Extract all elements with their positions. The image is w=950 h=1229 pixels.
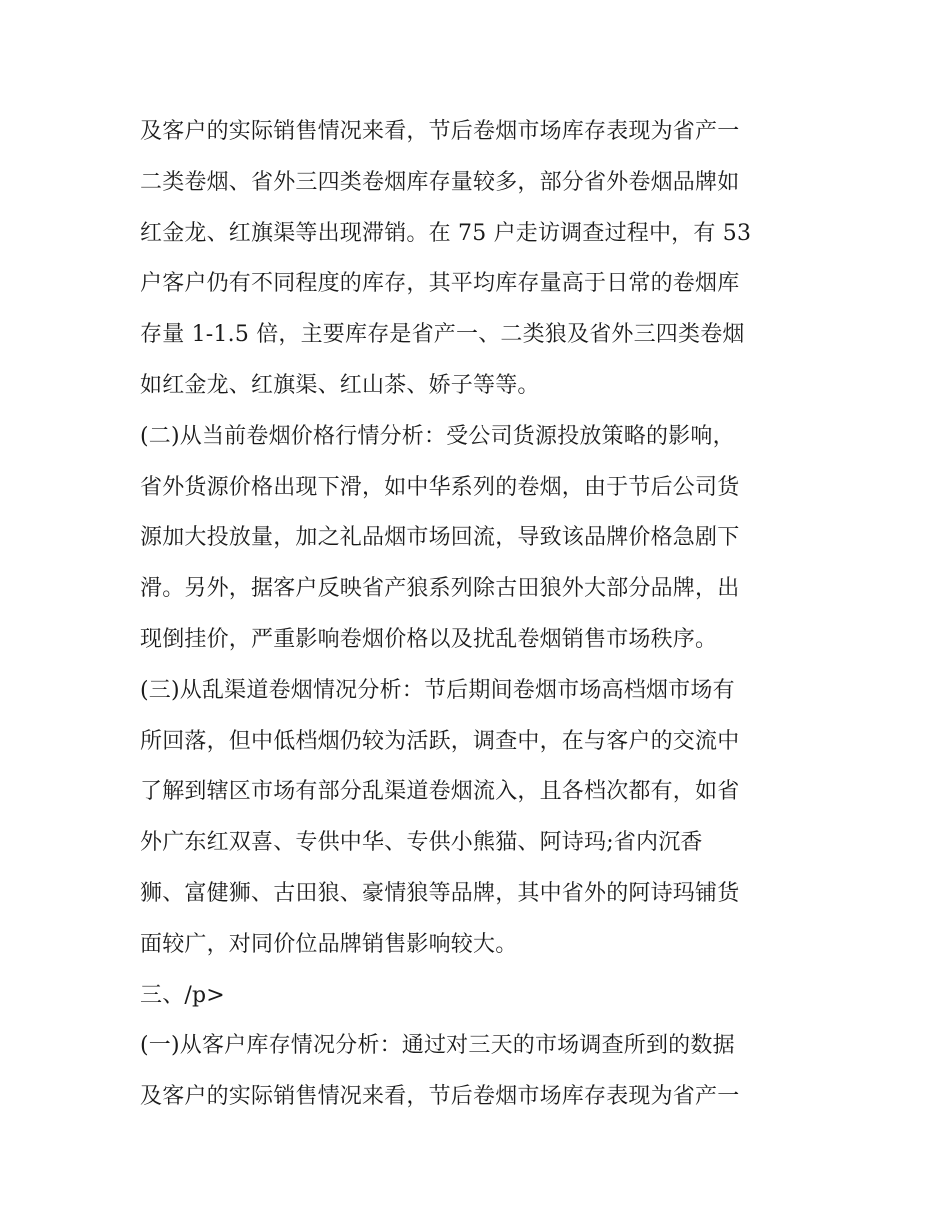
section-heading-line: (二)从当前卷烟价格行情分析：受公司货源投放策略的影响， [140,423,735,449]
text-line: 户客户仍有不同程度的库存，其平均库存量高于日常的卷烟库 [140,271,740,297]
text-line: 及客户的实际销售情况来看，节后卷烟市场库存表现为省产一 [140,1084,740,1110]
text-line: 红金龙、红旗渠等出现滞销。在 75 户走访调查过程中，有 53 [140,220,752,246]
text-line: 现倒挂价，严重影响卷烟价格以及扰乱卷烟销售市场秩序。 [140,626,718,652]
section-heading-line: (一)从客户库存情况分析：通过对三天的市场调查所到的数据 [140,1033,735,1059]
text-line: 面较广，对同价位品牌销售影响较大。 [140,931,518,957]
text-line: 狮、富健狮、古田狼、豪情狼等品牌，其中省外的阿诗玛铺货 [140,880,740,906]
text-line: 省外货源价格出现下滑，如中华系列的卷烟，由于节后公司货 [140,474,740,500]
text-line: 滑。另外，据客户反映省产狼系列除古田狼外大部分品牌，出 [140,576,740,602]
text-line: 及客户的实际销售情况来看，节后卷烟市场库存表现为省产一 [140,119,740,144]
text-line: 存量 1-1.5 倍，主要库存是省产一、二类狼及省外三四类卷烟 [140,322,745,348]
text-line: 源加大投放量，加之礼品烟市场回流，导致该品牌价格急剧下 [140,525,740,551]
text-line: 如红金龙、红旗渠、红山茶、娇子等等。 [140,372,540,398]
document-body [140,107,820,1123]
text-line: 了解到辖区市场有部分乱渠道卷烟流入，且各档次都有，如省 [140,779,740,805]
chapter-heading-line: 三、/p> [140,982,225,1008]
text-line: 所回落，但中低档烟仍较为活跃，调查中，在与客户的交流中 [140,728,740,754]
text-line: 外广东红双喜、专供中华、专供小熊猫、阿诗玛;省内沉香 [140,830,703,856]
section-heading-line: (三)从乱渠道卷烟情况分析：节后期间卷烟市场高档烟市场有 [140,677,735,703]
text-line: 二类卷烟、省外三四类卷烟库存量较多，部分省外卷烟品牌如 [140,169,740,195]
